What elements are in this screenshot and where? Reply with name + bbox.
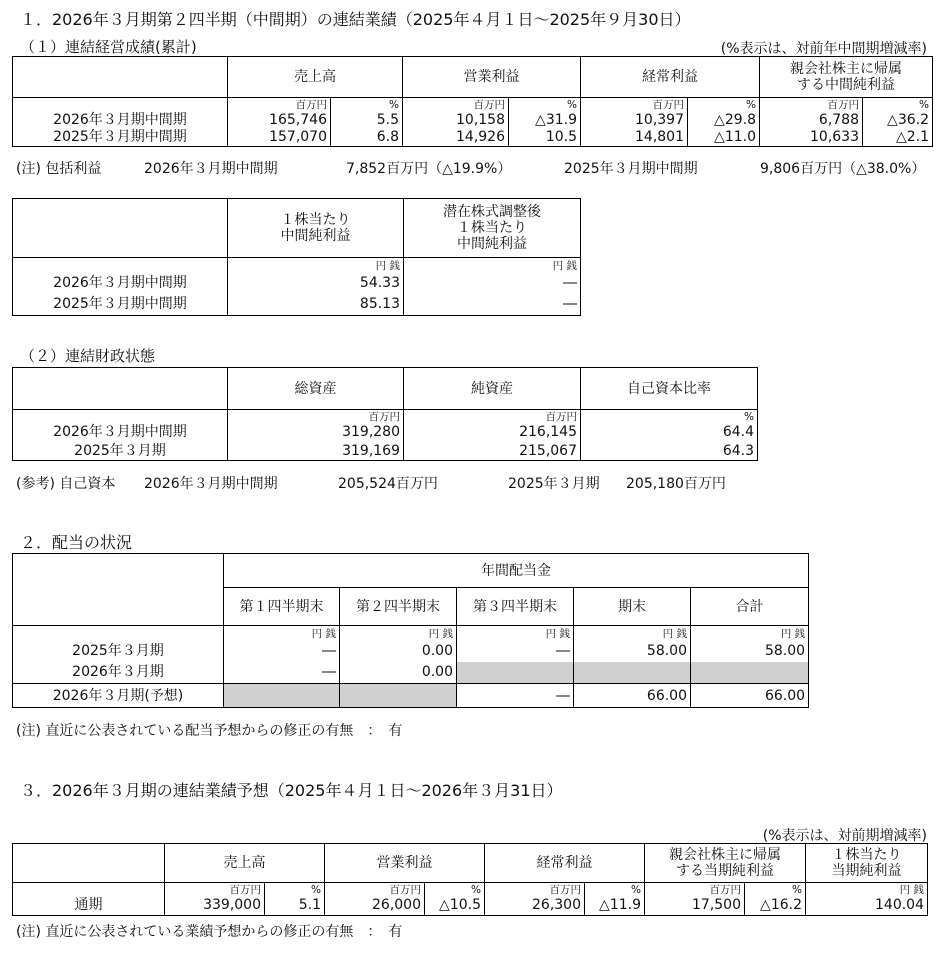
row-label: 2025年３月期 [13,640,224,662]
unit-pct: % [425,883,485,896]
unit-yen: 円 銭 [457,626,574,640]
row-label: 通期 [13,896,165,916]
header-net-income [760,57,933,98]
cell: 6,788 [760,111,863,129]
unit-yen: 円 銭 [340,626,457,640]
cell: 0.00 [340,662,457,684]
unit-amount: 百万円 [645,883,745,896]
operating-results-table [12,56,933,147]
unit-amount: 百万円 [403,98,509,111]
header-q3: 第３四半期末 [457,588,574,626]
table-row [13,896,928,916]
comprehensive-income-prefix: (注) 包括利益 [16,161,102,177]
section3-title: ３．2026年３月期の連結業績予想（2025年４月１日～2026年３月31日） [20,781,563,800]
header-net-income-line1: 親会社株主に帰属 [790,60,902,77]
header-diluted-eps-line1: 潜在株式調整後 [443,203,541,220]
header-total-assets: 総資産 [228,368,404,410]
cell: 10.5 [509,129,581,147]
cell: ― [224,640,340,662]
financial-position-table [12,367,758,461]
unit-amount: 百万円 [581,98,688,111]
forecast-table [12,843,928,916]
row-label: 2025年３月期中間期 [13,129,228,147]
row-label: 2025年３月期中間期 [13,294,228,316]
cell: 319,169 [228,442,404,461]
section1-title: １．2026年３月期第２四半期（中間期）の連結業績（2025年４月１日～2025年９月30日） [20,10,691,29]
cell: 5.1 [265,896,325,916]
cell: △11.9 [585,896,645,916]
header-ordinary-income: 経常利益 [485,844,645,883]
header-diluted-eps [404,199,581,258]
unit-yen: 円 銭 [224,626,340,640]
cell: 64.4 [581,423,758,442]
unit-pct: % [265,883,325,896]
dividend-footnote: (注) 直近に公表されている配当予想からの修正の有無 ： 有 [16,723,403,739]
table-row [13,294,581,316]
unit-blank [13,258,228,272]
unit-pct: % [688,98,760,111]
header-eps-line1: １株当たり [831,846,902,863]
header-annual-dividend: 年間配当金 [224,554,809,588]
cell: 64.3 [581,442,758,461]
unit-pct: % [863,98,933,111]
cell: ― [404,294,581,316]
cell: 26,300 [485,896,585,916]
unit-amount: 百万円 [165,883,265,896]
cell: 157,070 [228,129,331,147]
sub1-title: （１）連結経営成績(累計) [20,38,197,56]
header-diluted-eps-line2: １株当たり [457,219,527,236]
row-label: 2026年３月期中間期 [13,423,228,442]
cell: △31.9 [509,111,581,129]
comprehensive-income-p2-label: 2025年３月期中間期 [564,161,698,177]
unit-yen: 円 銭 [404,258,581,272]
unit-pct: % [509,98,581,111]
unit-amount: 百万円 [404,410,581,423]
cell: ― [404,272,581,294]
unit-amount: 百万円 [228,98,331,111]
sub1-note-right: (%表示は、対前年中間期増減率) [720,41,927,57]
cell: △29.8 [688,111,760,129]
unit-pct: % [331,98,403,111]
header-net-assets: 純資産 [404,368,581,410]
header-blank [13,368,228,410]
cell: 216,145 [404,423,581,442]
row-label: 2026年３月期 [13,662,224,684]
cell: 66.00 [574,684,691,708]
unit-pct: % [585,883,645,896]
cell: 14,926 [403,129,509,147]
table-row [13,423,758,442]
unit-amount: 百万円 [760,98,863,111]
equity-p2-value: 205,180百万円 [626,476,726,492]
header-net-income [645,844,806,883]
row-label: 2025年３月期 [13,442,228,461]
header-blank [13,844,165,883]
header-eps [228,199,404,258]
header-net-income-line2: する当期純利益 [676,863,774,879]
cell: 14,801 [581,129,688,147]
unit-blank [13,883,165,896]
header-sales: 売上高 [165,844,325,883]
row-label: 2026年３月期中間期 [13,111,228,129]
cell: 5.5 [331,111,403,129]
cell: 58.00 [691,640,809,662]
unit-yen: 円 銭 [806,883,928,896]
cell: 54.33 [228,272,404,294]
table-row [13,442,758,461]
header-ordinary-income: 経常利益 [581,57,760,98]
cell: 10,633 [760,129,863,147]
header-operating-income: 営業利益 [403,57,581,98]
cell: 165,746 [228,111,331,129]
cell: ― [224,662,340,684]
comprehensive-income-p1-value: 7,852百万円（△19.9%） [346,161,512,177]
unit-yen: 円 銭 [691,626,809,640]
cell: △16.2 [745,896,806,916]
header-eps-line2: 当期純利益 [831,863,902,879]
cell: 58.00 [574,640,691,662]
unit-amount: 百万円 [485,883,585,896]
cell: 6.8 [331,129,403,147]
cell: 10,397 [581,111,688,129]
header-eps [806,844,928,883]
section2-title: ２．配当の状況 [20,533,133,552]
equity-p1-label: 2026年３月期中間期 [144,476,278,492]
row-label: 2026年３月期中間期 [13,272,228,294]
dividend-table [12,553,809,708]
cell-shaded [691,662,809,684]
eps-table [12,198,581,316]
cell: 140.04 [806,896,928,916]
cell-shaded [457,662,574,684]
header-equity-ratio: 自己資本比率 [581,368,758,410]
cell: △11.0 [688,129,760,147]
cell: ― [457,684,574,708]
cell-shaded [574,662,691,684]
cell: 319,280 [228,423,404,442]
header-year-end: 期末 [574,588,691,626]
table-row [13,684,809,708]
header-blank [13,57,228,98]
header-sales: 売上高 [228,57,403,98]
equity-p2-label: 2025年３月期 [508,476,600,492]
header-net-income-line2: する中間純利益 [797,77,895,93]
comprehensive-income-p2-value: 9,806百万円（△38.0%） [760,161,926,177]
header-blank [13,199,228,258]
table-row [13,640,809,662]
cell: 10,158 [403,111,509,129]
header-diluted-eps-line3: 中間純利益 [457,236,527,253]
comprehensive-income-p1-label: 2026年３月期中間期 [144,161,278,177]
unit-amount: 百万円 [228,410,404,423]
section3-note-right: (%表示は、対前期増減率) [762,828,927,844]
cell: △36.2 [863,111,933,129]
unit-pct: % [581,410,758,423]
unit-blank [13,626,224,640]
cell: 339,000 [165,896,265,916]
table-row [13,272,581,294]
cell: 85.13 [228,294,404,316]
unit-amount: 百万円 [325,883,425,896]
forecast-footnote: (注) 直近に公表されている業績予想からの修正の有無 ： 有 [16,924,403,940]
cell: 215,067 [404,442,581,461]
cell: △10.5 [425,896,485,916]
header-net-income-line1: 親会社株主に帰属 [669,846,781,863]
cell: 0.00 [340,640,457,662]
equity-prefix: (参考) 自己資本 [16,476,116,492]
unit-pct: % [745,883,806,896]
cell: △2.1 [863,129,933,147]
cell: ― [457,640,574,662]
cell-shaded [340,684,457,708]
table-row [13,129,933,147]
sub2-title: （２）連結財政状態 [20,347,156,365]
header-eps-line2: 中間純利益 [280,228,351,244]
header-operating-income: 営業利益 [325,844,485,883]
header-eps-line1: １株当たり [280,211,351,228]
header-q1: 第１四半期末 [224,588,340,626]
table-row [13,111,933,129]
cell: 26,000 [325,896,425,916]
table-row [13,662,809,684]
unit-yen: 円 銭 [574,626,691,640]
header-blank [13,554,224,626]
cell: 17,500 [645,896,745,916]
unit-blank [13,410,228,423]
row-label: 2026年３月期(予想) [13,684,224,708]
equity-p1-value: 205,524百万円 [338,476,438,492]
header-total: 合計 [691,588,809,626]
unit-blank [13,98,228,111]
cell-shaded [224,684,340,708]
unit-yen: 円 銭 [228,258,404,272]
header-q2: 第２四半期末 [340,588,457,626]
cell: 66.00 [691,684,809,708]
